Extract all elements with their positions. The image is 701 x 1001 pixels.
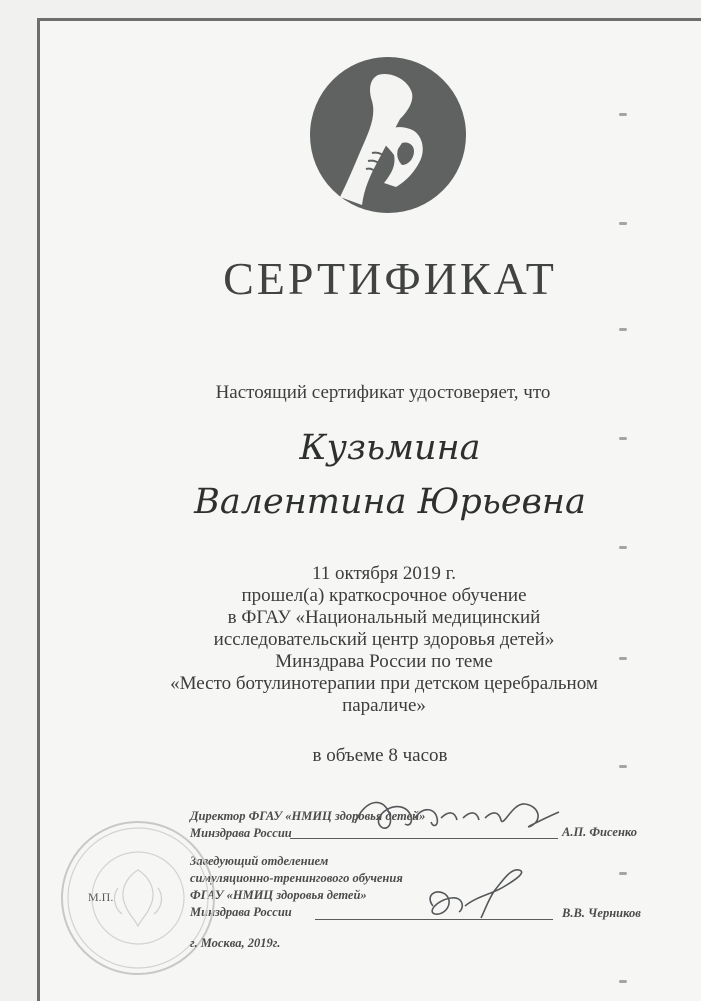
signatory-1-line: Директор ФГАУ «НМИЦ здоровья детей»: [190, 809, 426, 823]
edge-mark: [619, 222, 627, 225]
official-seal-icon: [58, 818, 218, 978]
recipient-given-names: Валентина Юрьевна: [194, 482, 586, 522]
signatory-2-line: ФГАУ «НМИЦ здоровья детей»: [190, 888, 367, 902]
certificate-title: СЕРТИФИКАТ: [223, 253, 557, 304]
recipient-surname: Кузьмина: [299, 428, 481, 468]
certificate-body: [0, 563, 701, 717]
city-year: г. Москва, 2019г.: [190, 936, 281, 950]
edge-mark: [619, 546, 627, 549]
signatory-2-line: Минздрава России: [190, 905, 292, 919]
body-line: Минздрава России по теме: [275, 651, 493, 672]
body-line: параличе»: [342, 695, 426, 716]
edge-mark: [619, 113, 627, 116]
edge-mark: [619, 872, 627, 875]
body-line: «Место ботулинотерапии при детском церебральном: [170, 673, 598, 694]
course-volume: в объеме 8 часов: [312, 745, 448, 766]
body-line: прошел(а) краткосрочное обучение: [241, 585, 527, 606]
intro-text: Настоящий сертификат удостоверяет, что: [215, 382, 551, 403]
body-date: 11 октября 2019 г.: [311, 563, 457, 584]
signatory-2-title: [190, 853, 403, 921]
signatory-2-line: симуляционно-тренингового обучения: [190, 871, 403, 885]
edge-mark: [619, 980, 627, 983]
signatory-2-line: Заведующий отделением: [190, 854, 329, 868]
edge-mark: [619, 328, 627, 331]
seal-label: М.П.: [88, 890, 114, 904]
signature-2-icon: [415, 866, 535, 926]
hands-emblem-icon: [310, 57, 466, 213]
body-line: исследовательский центр здоровья детей»: [213, 629, 555, 650]
signatory-1-line: Минздрава России: [190, 826, 292, 840]
signatory-1-name: А.П. Фисенко: [562, 825, 637, 839]
signature-1-icon: [345, 788, 575, 843]
body-line: в ФГАУ «Национальный медицинский: [227, 607, 541, 628]
signatory-2-name: В.В. Черников: [562, 906, 641, 920]
